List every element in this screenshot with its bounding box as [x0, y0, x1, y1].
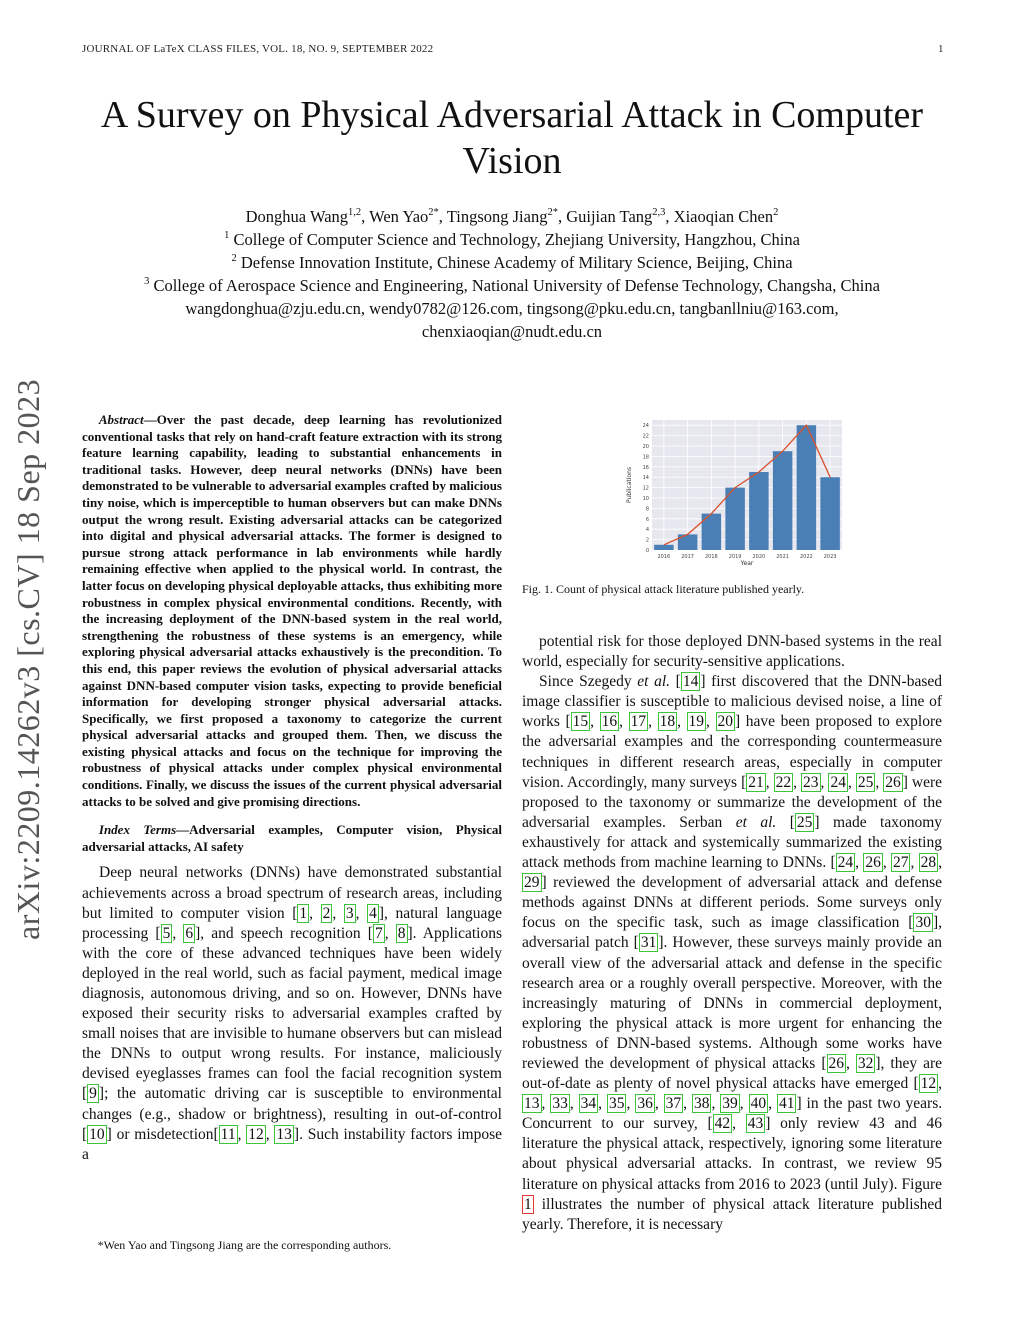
- text-run: ,: [541, 1095, 551, 1113]
- footnote: *Wen Yao and Tingsong Jiang are the corresponding authors.: [97, 1238, 392, 1252]
- y-tick-label: 0: [645, 548, 649, 554]
- affiliation-text: Defense Innovation Institute, Chinese Academy of Military Science, Beijing, China: [240, 253, 793, 272]
- authors-block: [40, 205, 984, 343]
- text-run: ,: [768, 1095, 777, 1113]
- citation-link[interactable]: 5: [162, 924, 171, 942]
- text-run: illustrates the number of physical attack literature published yearly. Therefore, it is necessary: [522, 1195, 942, 1233]
- citation-link[interactable]: 21: [748, 773, 764, 791]
- text-run: ,: [172, 924, 184, 942]
- citation-link[interactable]: 19: [688, 713, 705, 731]
- text-run: [: [670, 673, 681, 691]
- text-run: ,: [732, 1115, 746, 1133]
- body-paragraph: [522, 672, 942, 1235]
- text-run: ,: [619, 713, 629, 731]
- x-axis-label: Year: [740, 560, 754, 567]
- citation-link[interactable]: 40: [750, 1095, 767, 1113]
- x-tick-label: 2017: [681, 554, 694, 560]
- author-separator: ,: [361, 207, 370, 226]
- text-run: ,: [847, 773, 856, 791]
- y-axis-label: Publications: [626, 466, 633, 504]
- text-run: ,: [590, 713, 600, 731]
- author-affil-sup: 2: [773, 207, 779, 218]
- emails-line-1: wangdonghua@zju.edu.cn, wendy0782@126.com, tingsong@pku.edu.cn, tangbanllniu@163.com,: [185, 299, 839, 318]
- y-tick-label: 22: [642, 433, 649, 440]
- x-tick-label: 2020: [752, 554, 766, 560]
- text-run: ,: [355, 904, 368, 922]
- text-run: ], and speech recognition [: [195, 924, 373, 942]
- text-run: ] have been proposed to explore the adversarial examples and the corresponding countermeasure techniques in different research areas, especially in computer vision. Accordingly, many surveys [: [522, 713, 942, 791]
- text-run: potential risk for those deployed DNN-based systems in the real world, especially for security-sensitive applications.: [522, 633, 942, 671]
- author-affil-sup: 2*: [547, 207, 558, 218]
- text-run: ,: [237, 1125, 247, 1143]
- text-run: ] first discovered that the DNN-based image classifier is susceptible to malicious devised noise, a line of works [: [522, 673, 943, 731]
- citation-link[interactable]: 25: [857, 773, 874, 791]
- text-run: ,: [677, 713, 687, 731]
- text-run: ,: [626, 1095, 636, 1113]
- running-header: JOURNAL OF LaTeX CLASS FILES, VOL. 18, NO. 9, SEPTEMBER 2022: [82, 43, 434, 55]
- citation-link[interactable]: 39: [722, 1095, 738, 1113]
- x-tick-label: 2016: [657, 554, 671, 560]
- text-run: ,: [882, 854, 891, 872]
- text-run: ,: [265, 1125, 275, 1143]
- y-tick-label: 18: [642, 454, 649, 461]
- text-run: Since Szegedy: [539, 673, 638, 691]
- citation-link[interactable]: 29: [524, 874, 540, 892]
- citation-link[interactable]: 23: [803, 773, 819, 791]
- affiliation-number: 3: [144, 276, 150, 287]
- text-run: ,: [938, 854, 943, 872]
- abstract-label: Abstract: [98, 412, 144, 427]
- citation-link[interactable]: 6: [185, 924, 194, 942]
- citation-link[interactable]: 17: [630, 713, 647, 731]
- body-paragraph: [522, 632, 942, 672]
- citation-link[interactable]: 20: [717, 713, 733, 731]
- citation-link[interactable]: 26: [865, 854, 881, 872]
- citation-link[interactable]: 34: [580, 1095, 597, 1113]
- x-tick-label: 2019: [728, 554, 742, 560]
- citation-link[interactable]: 13: [524, 1095, 540, 1113]
- emails-line-2: chenxiaoqian@nudt.edu.cn: [421, 322, 603, 341]
- bar-2019: [725, 488, 744, 550]
- y-tick-label: 10: [642, 496, 649, 502]
- text-run: ,: [875, 773, 884, 791]
- italic-run: et al.: [637, 673, 671, 691]
- citation-link[interactable]: 24: [837, 854, 854, 872]
- affiliation: [40, 274, 984, 297]
- citation-link[interactable]: 22: [775, 773, 792, 791]
- left-column: [82, 412, 502, 1165]
- publications-bar-chart: [622, 412, 852, 577]
- author-name: Donghua Wang: [245, 207, 349, 226]
- text-run: ] or misdetection[: [106, 1125, 219, 1143]
- author-affil-sup: 1,2: [348, 207, 362, 218]
- citation-link[interactable]: 43: [747, 1115, 764, 1133]
- y-tick-label: 4: [645, 527, 649, 534]
- text-run: ,: [569, 1095, 579, 1113]
- page-number: 1: [938, 43, 944, 55]
- text-run: ]. However, these surveys mainly provide an overall view of the adversarial attack and defense in the specific research area or a roughly overall perspective. Moreover, with the increasingly maturing of DNNs in commercial deployment, exploring the physical attack is more urgent for enhancing the robustness of DNN-based systems. Although some works have reviewed the development of physical attacks [: [522, 934, 942, 1072]
- citation-link[interactable]: 2: [322, 904, 331, 922]
- x-tick-label: 2022: [800, 554, 813, 560]
- affiliation-list: [40, 228, 984, 297]
- text-run: [: [776, 813, 795, 831]
- index-terms-text: —Adversarial examples, Computer vision, Physical adversarial attacks, AI safety: [82, 822, 502, 854]
- citation-link[interactable]: 9: [89, 1085, 97, 1103]
- text-run: ], natural language processing [: [82, 904, 503, 942]
- citation-link[interactable]: 11: [220, 1125, 236, 1143]
- text-run: ]; the automatic driving car is susceptible to environmental changes (e.g., shadow or brightness), resulting in out-of-control [: [82, 1085, 502, 1143]
- text-run: ,: [765, 773, 774, 791]
- citation-link[interactable]: 30: [915, 914, 931, 932]
- right-column: [522, 412, 942, 1235]
- citation-link[interactable]: 25: [796, 813, 813, 831]
- affiliation-number: 1: [224, 230, 230, 241]
- text-run: ] made taxonomy exhaustively for attack and systemically summarized the existing attack methods from machine learning to DNNs. [: [522, 813, 943, 872]
- author-separator: ,: [557, 207, 567, 226]
- x-tick-label: 2021: [776, 554, 789, 560]
- text-run: ,: [846, 1054, 856, 1072]
- y-tick-label: 14: [642, 475, 649, 482]
- citation-link[interactable]: 32: [857, 1054, 874, 1072]
- text-run: ,: [332, 904, 344, 922]
- y-tick-label: 12: [642, 485, 649, 492]
- citation-link[interactable]: 42: [714, 1115, 731, 1133]
- intro-paragraph: [82, 863, 502, 1164]
- citation-link[interactable]: 8: [397, 924, 406, 942]
- text-run: ,: [706, 713, 716, 731]
- citation-link[interactable]: 4: [369, 904, 377, 922]
- y-tick-label: 20: [642, 444, 649, 450]
- text-run: ,: [793, 773, 802, 791]
- citation-link[interactable]: 14: [682, 673, 699, 691]
- citation-link[interactable]: 12: [920, 1075, 937, 1093]
- author-name: Tingsong Jiang: [446, 207, 548, 226]
- text-run: ,: [910, 854, 919, 872]
- text-run: ], adversarial patch [: [522, 914, 942, 952]
- text-run: ,: [739, 1095, 749, 1113]
- bar-2021: [773, 451, 792, 550]
- text-run: ]. Applications with the core of these advanced techniques have been widely deployed in the real world, such as facial payment, medical image diagnosis, autonomous driving, and so on. However, DNNs have exposed their security risks to adversarial examples crafted by small noises that are invisible to humane observers but can mislead the DNNs to output wrong results. For instance, maliciously devised eyeglasses frames can fool the facial recognition system [: [82, 924, 503, 1103]
- text-run: ] reviewed the development of adversarial attack and defense methods against DNNs at different periods. Some surveys only focus on the specific task, such as image classification [: [522, 874, 942, 932]
- citation-link[interactable]: 37: [665, 1095, 682, 1113]
- text-run: ,: [309, 904, 321, 922]
- citation-link[interactable]: 28: [920, 854, 937, 872]
- affiliation-text: College of Computer Science and Technology, Zhejiang University, Hangzhou, China: [233, 230, 800, 249]
- figure-link[interactable]: 1: [524, 1195, 532, 1213]
- affiliation-text: College of Aerospace Science and Engineering, National University of Defense Technology, Changsha, China: [153, 276, 880, 295]
- text-run: ,: [938, 1075, 942, 1093]
- citation-link[interactable]: 35: [608, 1095, 625, 1113]
- affiliation: [40, 251, 984, 274]
- y-tick-label: 2: [645, 537, 649, 544]
- author-list: [40, 205, 984, 228]
- x-tick-label: 2023: [823, 554, 837, 560]
- author-name: Guijian Tang: [566, 207, 653, 226]
- text-run: ,: [384, 924, 396, 942]
- abstract-text: —Over the past decade, deep learning has revolutionized conventional tasks that rely on hand-craft feature extraction with its strong feature learning capability, leading to substantial enhancements in traditional tasks. However, deep neural networks (DNNs) have been demonstrated to be vulnerable to adversarial examples crafted by malicious tiny noise, which is imperceptible to human observers but can make DNNs output the wrong result. Existing adversarial attacks can be categorized into digital and physical adversarial attacks. The former is designed to pursue strong attack performance in lab environments while hardly remaining effective when applied to the physical world. In contrast, the latter focus on developing physical deployable attacks, thus exhibiting more robustness in complex physical environmental conditions. Recently, with the increasing deployment of the DNN-based system in the real world, strengthening the robustness of these systems is an emergency, while exploring physical adversarial attacks exhaustively is the precondition. To this end, this paper reviews the evolution of physical adversarial attacks against DNN-based computer vision tasks, expecting to provide beneficial information for developing stronger physical adversarial attacks. Specifically, we first proposed a taxonomy to categorize the current physical adversarial attacks and grouped them. Then, we discuss the existing physical attacks and focus on the technique for improving the robustness of physical attacks under complex physical environmental conditions. Finally, we discuss the issues of the current physical adversarial attacks to be solved and give promising directions.: [82, 412, 502, 809]
- x-tick-label: 2018: [705, 554, 718, 560]
- affiliation: [40, 228, 984, 251]
- y-tick-label: 8: [645, 506, 649, 513]
- figure-caption: Fig. 1. Count of physical attack literature published yearly.: [522, 582, 805, 596]
- citation-link[interactable]: 13: [276, 1125, 292, 1143]
- bar-2022: [797, 425, 816, 550]
- text-run: ] in the past two years. Concurrent to our survey, [: [522, 1095, 943, 1133]
- citation-link[interactable]: 3: [345, 904, 354, 922]
- text-run: ,: [683, 1095, 692, 1113]
- citation-link[interactable]: 26: [885, 773, 901, 791]
- citation-link[interactable]: 24: [830, 773, 846, 791]
- abstract: [82, 412, 502, 810]
- text-run: ,: [820, 773, 829, 791]
- text-run: ] were proposed to the taxonomy or summarize the development of the adversarial examples. Serban: [522, 773, 943, 831]
- text-run: ]. Such instability factors impose a: [82, 1125, 503, 1163]
- author-affil-sup: 2*: [428, 207, 439, 218]
- paper-title: A Survey on Physical Adversarial Attack in Computer Vision: [100, 94, 924, 182]
- citation-link[interactable]: 41: [778, 1095, 795, 1113]
- citation-link[interactable]: 18: [659, 713, 676, 731]
- italic-run: et al.: [735, 813, 777, 831]
- arxiv-identifier[interactable]: arXiv:2209.14262v3 [cs.CV] 18 Sep 2023: [10, 378, 46, 940]
- citation-link[interactable]: 7: [374, 924, 383, 942]
- citation-link[interactable]: 31: [640, 934, 657, 952]
- citation-link[interactable]: 36: [637, 1095, 653, 1113]
- citation-link[interactable]: 15: [572, 713, 589, 731]
- y-tick-label: 6: [645, 516, 649, 523]
- text-run: ,: [654, 1095, 664, 1113]
- text-run: ,: [855, 854, 864, 872]
- text-run: ,: [648, 713, 658, 731]
- citation-link[interactable]: 26: [828, 1054, 844, 1072]
- bar-2016: [654, 545, 673, 550]
- text-run: ] only review 43 and 46 literature the physical attack, respectively, ignoring some literature about physical adversarial attacks. In contrast, we review 95 literature on physical attacks from 2016 to 2023 (until July). Figure: [522, 1115, 942, 1193]
- affiliation-number: 2: [231, 253, 237, 264]
- y-tick-label: 24: [642, 423, 649, 430]
- citation-link[interactable]: 1: [299, 904, 308, 922]
- text-run: ,: [711, 1095, 721, 1113]
- author-affil-sup: 2,3: [652, 207, 666, 218]
- bar-2020: [749, 472, 768, 550]
- figure-1: [522, 412, 942, 602]
- citation-link[interactable]: 33: [552, 1095, 568, 1113]
- citation-link[interactable]: 10: [89, 1125, 105, 1143]
- citation-link[interactable]: 16: [601, 713, 618, 731]
- citation-link[interactable]: 38: [693, 1095, 710, 1113]
- author-separator: ,: [438, 207, 447, 226]
- citation-link[interactable]: 27: [892, 854, 909, 872]
- citation-link[interactable]: 12: [248, 1125, 264, 1143]
- index-terms-label: Index Terms: [98, 822, 177, 838]
- bar-2023: [820, 477, 839, 550]
- index-terms: [82, 822, 502, 855]
- y-tick-label: 16: [642, 464, 649, 471]
- text-run: ,: [598, 1095, 607, 1113]
- right-body-text: [522, 632, 942, 1235]
- author-separator: ,: [665, 207, 674, 226]
- text-run: ], they are out-of-date as plenty of novel physical attacks have emerged [: [522, 1054, 942, 1093]
- text-run: Deep neural networks (DNNs) have demonstrated substantial achievements across a broad spectrum of research areas, including but limited to computer vision [: [82, 864, 502, 922]
- author-name: Xiaoqian Chen: [673, 207, 774, 226]
- author-name: Wen Yao: [369, 207, 429, 226]
